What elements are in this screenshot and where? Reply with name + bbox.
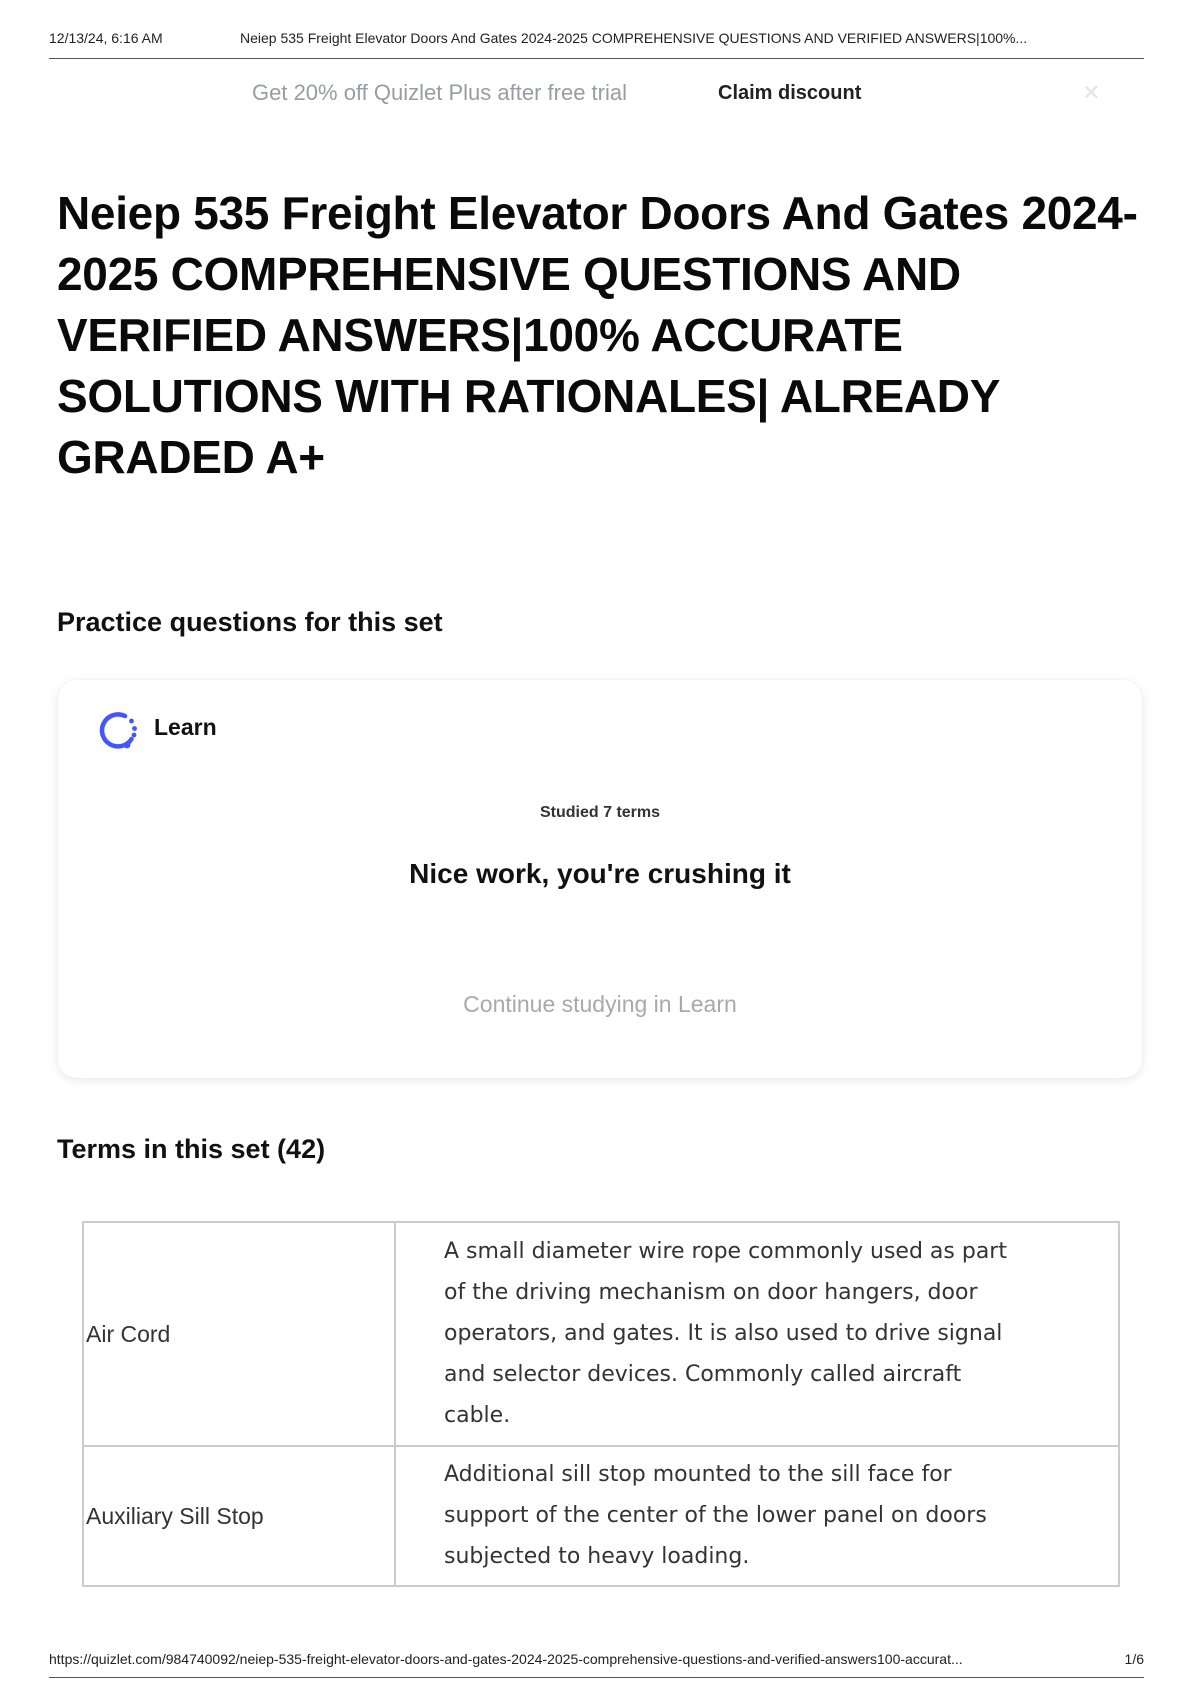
learn-label: Learn <box>154 714 217 740</box>
claim-discount-button[interactable]: Claim discount <box>718 82 862 104</box>
learn-progress-icon <box>96 709 140 753</box>
print-document-title: Neiep 535 Freight Elevator Doors And Gates 2024-2025 COMPREHENSIVE QUESTIONS AND VERIFIED ANSWERS|100%... <box>240 30 1028 46</box>
terms-heading: Terms in this set (42) <box>57 1134 326 1164</box>
print-footer <box>49 1651 1144 1678</box>
definition-cell: Additional sill stop mounted to the sill face for support of the center of the lower panel on doors subjected to heavy loading. <box>395 1446 1119 1586</box>
learn-card[interactable] <box>58 680 1142 1078</box>
page-number: 1/6 <box>1124 1651 1144 1667</box>
promo-banner <box>0 80 1200 112</box>
table-row <box>83 1222 1119 1446</box>
print-date: 12/13/24, 6:16 AM <box>49 30 163 46</box>
page-title: Neiep 535 Freight Elevator Doors And Gates 2024-2025 COMPREHENSIVE QUESTIONS AND VERIFIED ANSWERS|100% ACCURATE SOLUTIONS WITH RATIONALES| ALREADY GRADED A+ <box>57 187 1138 483</box>
term-cell: Air Cord <box>83 1222 395 1446</box>
print-url: https://quizlet.com/984740092/neiep-535-freight-elevator-doors-and-gates-2024-2025-comprehensive-questions-and-verified-answers100-accurat... <box>49 1651 963 1667</box>
continue-studying-button[interactable]: Continue studying in Learn <box>463 991 737 1017</box>
definition-cell: A small diameter wire rope commonly used as part of the driving mechanism on door hangers, door operators, and gates. It is also used to drive signal and selector devices. Commonly called aircraft cable. <box>395 1222 1119 1446</box>
print-header <box>49 30 1144 59</box>
terms-table <box>82 1221 1120 1587</box>
table-row <box>83 1446 1119 1586</box>
studied-terms-count: Studied 7 terms <box>539 804 661 821</box>
promo-text: Get 20% off Quizlet Plus after free trial <box>252 80 627 105</box>
encouragement-message: Nice work, you're crushing it <box>409 858 791 889</box>
term-cell: Auxiliary Sill Stop <box>83 1446 395 1586</box>
practice-questions-heading: Practice questions for this set <box>57 607 443 637</box>
close-icon[interactable]: ✕ <box>1082 80 1101 105</box>
